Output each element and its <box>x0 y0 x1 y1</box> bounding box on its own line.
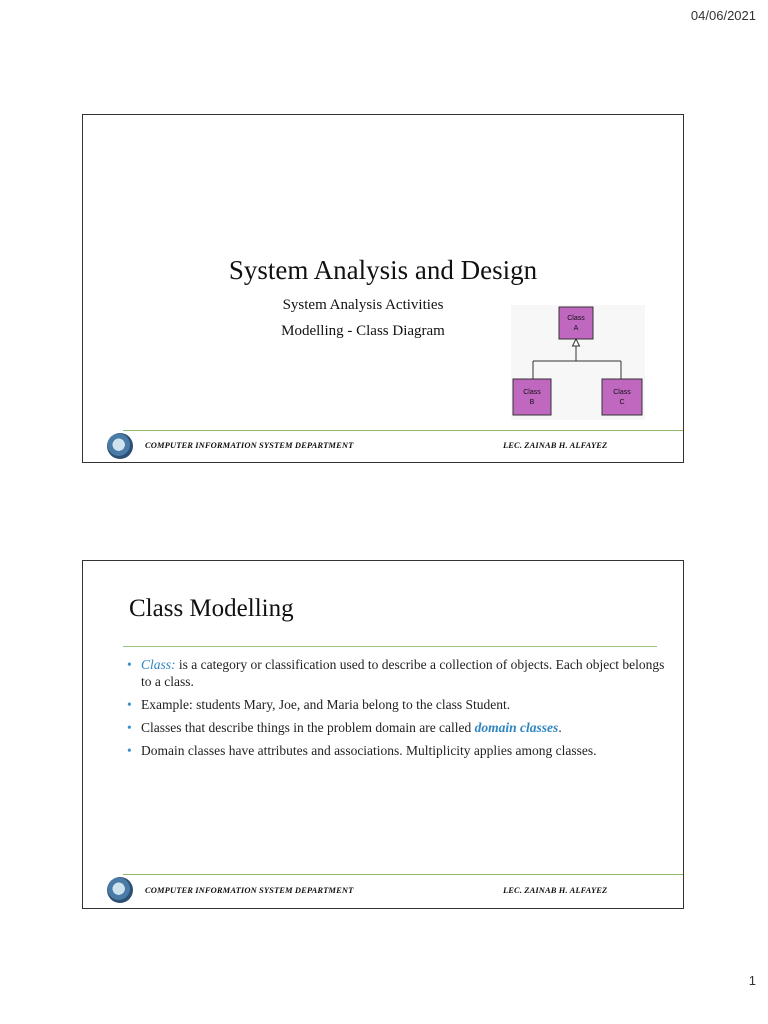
list-item <box>127 656 667 690</box>
class-b-label-line2: B <box>529 399 535 406</box>
page-number: 1 <box>748 973 756 988</box>
class-b-label-line1: Class <box>523 389 541 396</box>
bullet-text-end: . <box>558 720 562 735</box>
slide-2 <box>82 560 684 909</box>
class-c-label-line2: C <box>619 399 625 406</box>
footer-lecturer: LEC. ZAINAB H. ALFAYEZ <box>503 885 608 895</box>
term-domain-classes: domain classes <box>474 720 559 735</box>
class-diagram <box>511 305 645 420</box>
slide-1 <box>82 114 684 463</box>
bullet-list <box>127 656 667 765</box>
class-a-box <box>559 307 593 339</box>
slide-subtitle-2: Modelling - Class Diagram <box>281 323 445 339</box>
university-logo-icon <box>107 433 133 459</box>
title-divider <box>123 646 657 647</box>
page-date: 04/06/2021 <box>690 8 756 23</box>
class-a-label-line1: Class <box>567 315 585 322</box>
slide-subtitle-1: System Analysis Activities <box>282 297 444 313</box>
bullet-icon: • <box>127 720 132 735</box>
term-class: Class: <box>141 657 176 672</box>
list-item <box>127 742 667 759</box>
slide-title: System Analysis and Design <box>228 255 538 285</box>
bullet-icon: • <box>127 657 132 672</box>
bullet-text: Classes that describe things in the problem domain are called <box>141 720 475 735</box>
bullet-text: Example: students Mary, Joe, and Maria belong to the class Student. <box>141 697 511 712</box>
class-c-box <box>602 379 642 415</box>
footer-divider <box>123 430 683 431</box>
footer-department: COMPUTER INFORMATION SYSTEM DEPARTMENT <box>145 885 354 895</box>
bullet-text: is a category or classification used to describe a collection of objects. Each object belongs to a class. <box>141 657 665 689</box>
footer-department: COMPUTER INFORMATION SYSTEM DEPARTMENT <box>145 440 354 450</box>
slide-title: Class Modelling <box>129 595 294 622</box>
bullet-icon: • <box>127 743 132 758</box>
class-a-label-line2: A <box>573 325 579 332</box>
bullet-icon: • <box>127 697 132 712</box>
class-b-box <box>513 379 551 415</box>
class-c-label-line1: Class <box>613 389 631 396</box>
list-item <box>127 696 667 713</box>
footer-divider <box>123 874 683 875</box>
list-item <box>127 719 667 736</box>
university-logo-icon <box>107 877 133 903</box>
bullet-text: Domain classes have attributes and associations. Multiplicity applies among classes. <box>141 743 597 758</box>
footer-lecturer: LEC. ZAINAB H. ALFAYEZ <box>503 440 608 450</box>
